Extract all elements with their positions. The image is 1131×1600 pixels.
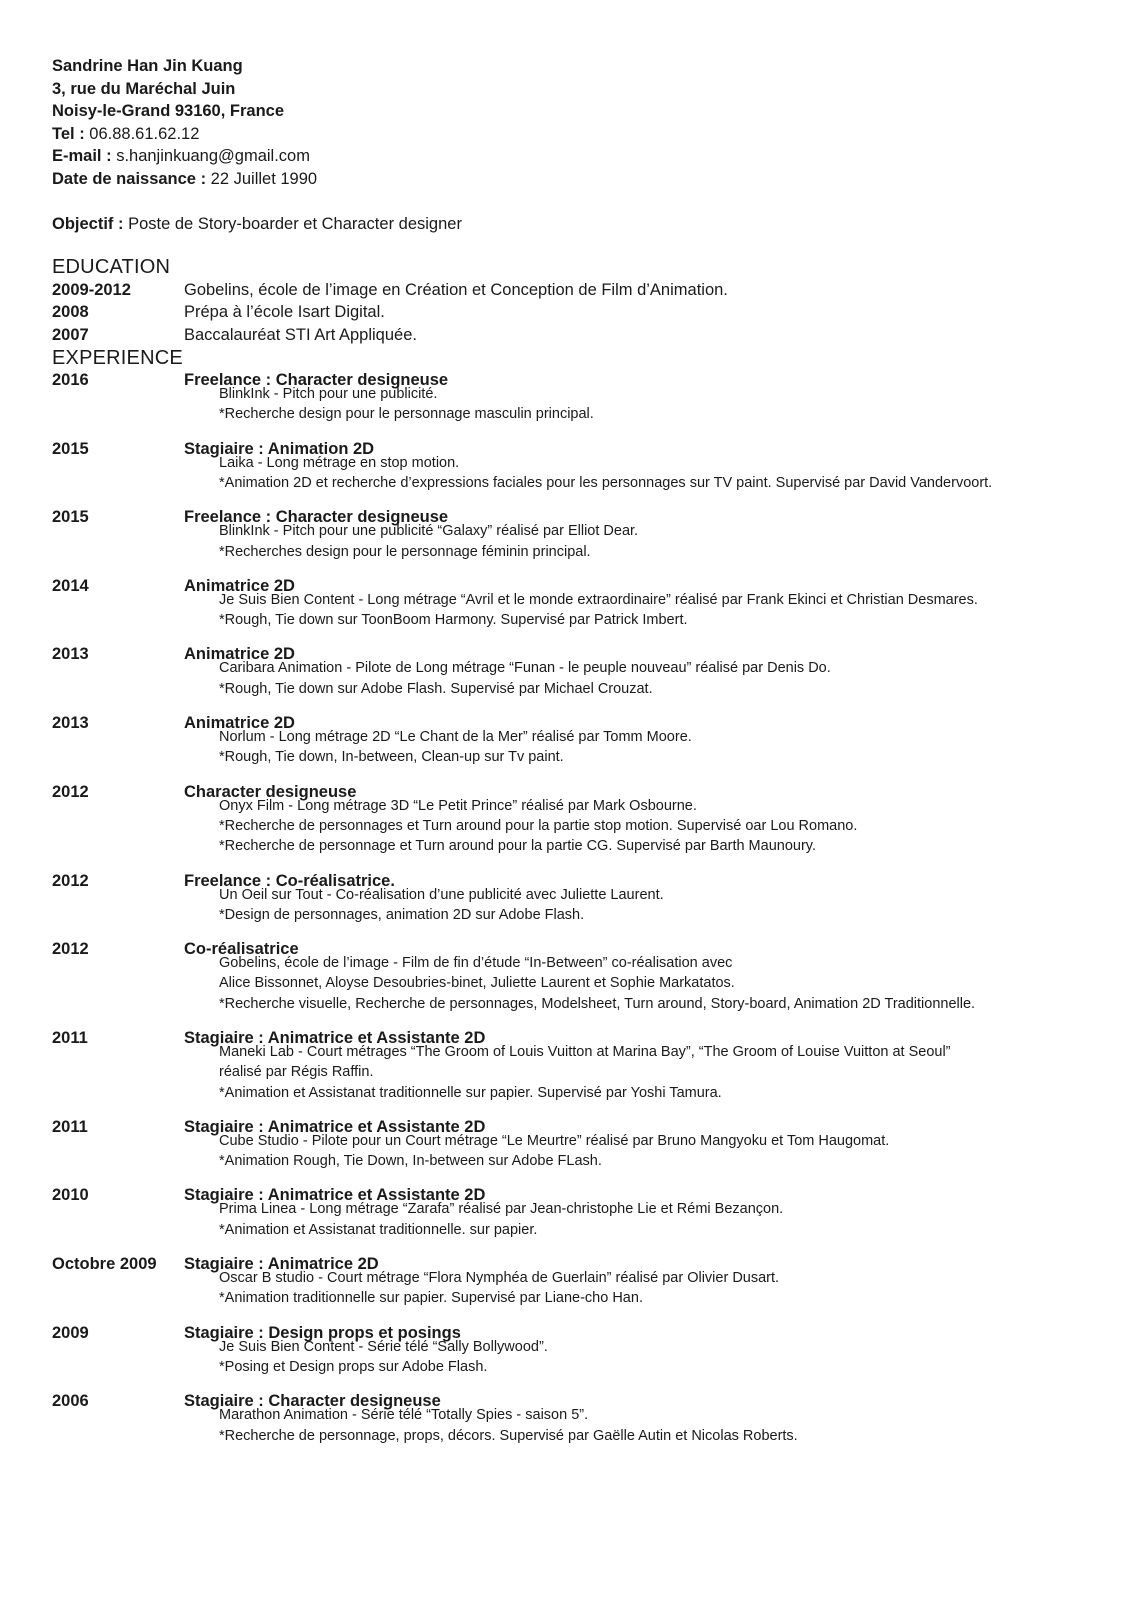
experience-detail-line: Je Suis Bien Content - Série télé “Sally Bollywood”.: [219, 1338, 548, 1355]
experience-year: 2012: [52, 940, 89, 959]
experience-details: [52, 658, 1112, 699]
experience-heading: EXPERIENCE: [52, 347, 183, 370]
experience-year: 2014: [52, 576, 89, 595]
experience-title: Stagiaire : Animatrice et Assistante 2D: [184, 1029, 486, 1047]
experience-detail-line: *Animation traditionnelle sur papier. Supervisé par Liane-cho Han.: [219, 1290, 643, 1307]
contact-phone: [52, 123, 1112, 146]
experience-detail-line: *Recherche de personnage, props, décors. Supervisé par Gaëlle Autin et Nicolas Roberts.: [219, 1427, 798, 1444]
experience-details: [52, 590, 1112, 631]
experience-detail-line: Alice Bissonnet, Aloyse Desoubries-binet, Juliette Laurent et Sophie Markatatos.: [219, 975, 735, 992]
contact-block: [52, 55, 1112, 191]
education-year: 2009-2012: [52, 280, 131, 299]
experience-entry: [52, 507, 1112, 562]
experience-detail-line: Caribara Animation - Pilote de Long métrage “Funan - le peuple nouveau” réalisé par Denis Do.: [219, 660, 831, 677]
education-row: [52, 324, 1112, 347]
experience-details: [52, 384, 1112, 425]
experience-title: Animatrice 2D: [184, 714, 295, 733]
experience-year: 2011: [52, 1029, 88, 1047]
experience-detail-line: Cube Studio - Pilote pour un Court métrage “Le Meurtre” réalisé par Bruno Mangyoku et Tom Haugomat.: [219, 1132, 890, 1149]
experience-detail-line: *Recherches design pour le personnage féminin principal.: [219, 543, 591, 560]
experience-title: Freelance : Character designeuse: [184, 371, 449, 390]
experience-year: 2009: [52, 1323, 89, 1342]
objective: [52, 213, 1112, 235]
experience-detail-line: *Animation Rough, Tie Down, In-between sur Adobe FLash.: [219, 1153, 602, 1170]
experience-detail-line: réalisé par Régis Raffin.: [219, 1064, 374, 1081]
experience-detail-line: *Recherche visuelle, Recherche de personnages, Modelsheet, Turn around, Story-board, Animation 2D Traditionnelle.: [219, 995, 976, 1012]
experience-year: 2012: [52, 871, 89, 890]
experience-detail-line: Marathon Animation - Série télé “Totally Spies - saison 5”.: [219, 1407, 589, 1424]
experience-year: 2015: [52, 508, 89, 527]
birthdate-label: Date de naissance :: [52, 169, 207, 188]
experience-entry: [52, 782, 1112, 857]
education-text: Prépa à l’école Isart Digital.: [184, 303, 385, 322]
experience-entry: [52, 1254, 1112, 1309]
experience-detail-line: Oscar B studio - Court métrage “Flora Nymphéa de Guerlain” réalisé par Olivier Dusart.: [219, 1270, 780, 1287]
experience-list: [52, 370, 1112, 1446]
email-value: s.hanjinkuang@gmail.com: [111, 147, 310, 166]
experience-detail-line: BlinkInk - Pitch pour une publicité.: [219, 386, 438, 403]
experience-entry: [52, 713, 1112, 768]
experience-detail-line: *Design de personnages, animation 2D sur Adobe Flash.: [219, 906, 585, 923]
experience-details: [52, 727, 1112, 768]
experience-title: Animatrice 2D: [184, 645, 295, 664]
experience-title: Stagiaire : Character designeuse: [184, 1392, 441, 1411]
experience-detail-line: *Rough, Tie down, In-between, Clean-up sur Tv paint.: [219, 749, 564, 766]
experience-entry: [52, 370, 1112, 425]
phone-label: Tel :: [52, 124, 85, 143]
contact-email: [52, 145, 1112, 168]
experience-detail-line: *Animation 2D et recherche d’expressions faciales pour les personnages sur TV paint. Supervisé par David Vandervoort.: [219, 474, 993, 491]
education-row: [52, 279, 1112, 302]
experience-detail-line: Je Suis Bien Content - Long métrage “Avril et le monde extraordinaire” réalisé par Frank Ekinci et Christian Desmares.: [219, 591, 978, 608]
contact-birthdate: [52, 168, 1112, 191]
experience-details: [52, 521, 1112, 562]
experience-details: [52, 1405, 1112, 1446]
experience-year: 2011: [52, 1117, 88, 1136]
experience-detail-line: Onyx Film - Long métrage 3D “Le Petit Prince” réalisé par Mark Osbourne.: [219, 797, 697, 814]
experience-details: [52, 885, 1112, 926]
experience-entry: [52, 1391, 1112, 1446]
experience-detail-line: *Animation et Assistanat traditionnelle. sur papier.: [219, 1221, 538, 1238]
education-row: [52, 301, 1112, 324]
contact-name: Sandrine Han Jin Kuang: [52, 57, 243, 75]
email-label: E-mail :: [52, 147, 112, 166]
experience-detail-line: BlinkInk - Pitch pour une publicité “Galaxy” réalisé par Elliot Dear.: [219, 523, 639, 540]
experience-details: [52, 453, 1112, 494]
experience-title: Stagiaire : Animatrice et Assistante 2D: [184, 1186, 486, 1205]
experience-entry: [52, 1323, 1112, 1378]
education-year: 2007: [52, 325, 89, 344]
experience-title: Stagiaire : Animation 2D: [184, 439, 375, 458]
experience-entry: [52, 576, 1112, 631]
experience-detail-line: *Rough, Tie down sur Adobe Flash. Supervisé par Michael Crouzat.: [219, 680, 653, 697]
experience-detail-line: *Recherche de personnage et Turn around pour la partie CG. Supervisé par Barth Maunoury.: [219, 838, 816, 855]
experience-title: Character designeuse: [184, 782, 357, 801]
experience-year: 2012: [52, 782, 89, 801]
experience-detail-line: *Animation et Assistanat traditionnelle sur papier. Supervisé par Yoshi Tamura.: [219, 1084, 722, 1101]
experience-entry: [52, 1117, 1112, 1172]
experience-year: 2006: [52, 1392, 89, 1411]
experience-entry: [52, 1028, 1112, 1103]
experience-year: Octobre 2009: [52, 1255, 157, 1274]
experience-title: Freelance : Co-réalisatrice.: [184, 871, 395, 890]
experience-detail-line: *Posing et Design props sur Adobe Flash.: [219, 1358, 488, 1375]
experience-detail-line: Un Oeil sur Tout - Co-réalisation d’une publicité avec Juliette Laurent.: [219, 886, 664, 903]
experience-entry: [52, 871, 1112, 926]
contact-address-line2: Noisy-le-Grand 93160, France: [52, 102, 285, 121]
experience-title: Stagiaire : Animatrice et Assistante 2D: [184, 1117, 486, 1136]
experience-year: 2013: [52, 645, 89, 664]
birthdate-value: 22 Juillet 1990: [206, 169, 318, 188]
education-heading: EDUCATION: [52, 255, 171, 278]
experience-title: Animatrice 2D: [184, 576, 295, 595]
experience-year: 2015: [52, 439, 89, 458]
experience-entry: [52, 939, 1112, 1014]
experience-entry: [52, 1185, 1112, 1240]
contact-address-line1: 3, rue du Maréchal Juin: [52, 79, 236, 98]
education-year: 2008: [52, 303, 89, 322]
experience-details: [52, 1268, 1112, 1309]
experience-details: [52, 1199, 1112, 1240]
experience-detail-line: Laika - Long métrage en stop motion.: [219, 454, 460, 471]
experience-year: 2010: [52, 1186, 89, 1205]
education-list: [52, 279, 1112, 347]
experience-detail-line: Gobelins, école de l’image - Film de fin d’étude “In-Between” co-réalisation avec: [219, 955, 733, 972]
experience-detail-line: *Recherche design pour le personnage masculin principal.: [219, 406, 594, 423]
experience-detail-line: *Recherche de personnages et Turn around pour la partie stop motion. Supervisé oar Lou Romano.: [219, 817, 858, 834]
experience-detail-line: Maneki Lab - Court métrages “The Groom of Louis Vuitton at Marina Bay”, “The Groom of Louise Vuitton at Seoul”: [219, 1044, 951, 1060]
education-text: Gobelins, école de l’image en Création et Conception de Film d’Animation.: [184, 280, 728, 299]
experience-details: [52, 796, 1112, 857]
experience-title: Stagiaire : Design props et posings: [184, 1323, 461, 1342]
experience-title: Stagiaire : Animatrice 2D: [184, 1255, 379, 1274]
experience-year: 2016: [52, 371, 89, 390]
experience-details: [52, 1131, 1112, 1172]
phone-value: 06.88.61.62.12: [84, 124, 200, 143]
experience-entry: [52, 644, 1112, 699]
experience-detail-line: Norlum - Long métrage 2D “Le Chant de la Mer” réalisé par Tomm Moore.: [219, 729, 692, 746]
experience-year: 2013: [52, 714, 89, 733]
experience-details: [52, 953, 1112, 1014]
resume-page: [52, 55, 1112, 1446]
experience-title: Co-réalisatrice: [184, 940, 299, 959]
objective-text: Poste de Story-boarder et Character designer: [123, 214, 462, 233]
experience-title: Freelance : Character designeuse: [184, 508, 449, 527]
objective-label: Objectif :: [52, 214, 124, 233]
education-text: Baccalauréat STI Art Appliquée.: [184, 325, 417, 344]
experience-entry: [52, 439, 1112, 494]
experience-detail-line: *Rough, Tie down sur ToonBoom Harmony. Supervisé par Patrick Imbert.: [219, 612, 688, 629]
experience-detail-line: Prima Linea - Long métrage “Zarafa” réalisé par Jean-christophe Lie et Rémi Bezançon.: [219, 1201, 784, 1218]
experience-details: [52, 1042, 1112, 1103]
experience-details: [52, 1337, 1112, 1378]
